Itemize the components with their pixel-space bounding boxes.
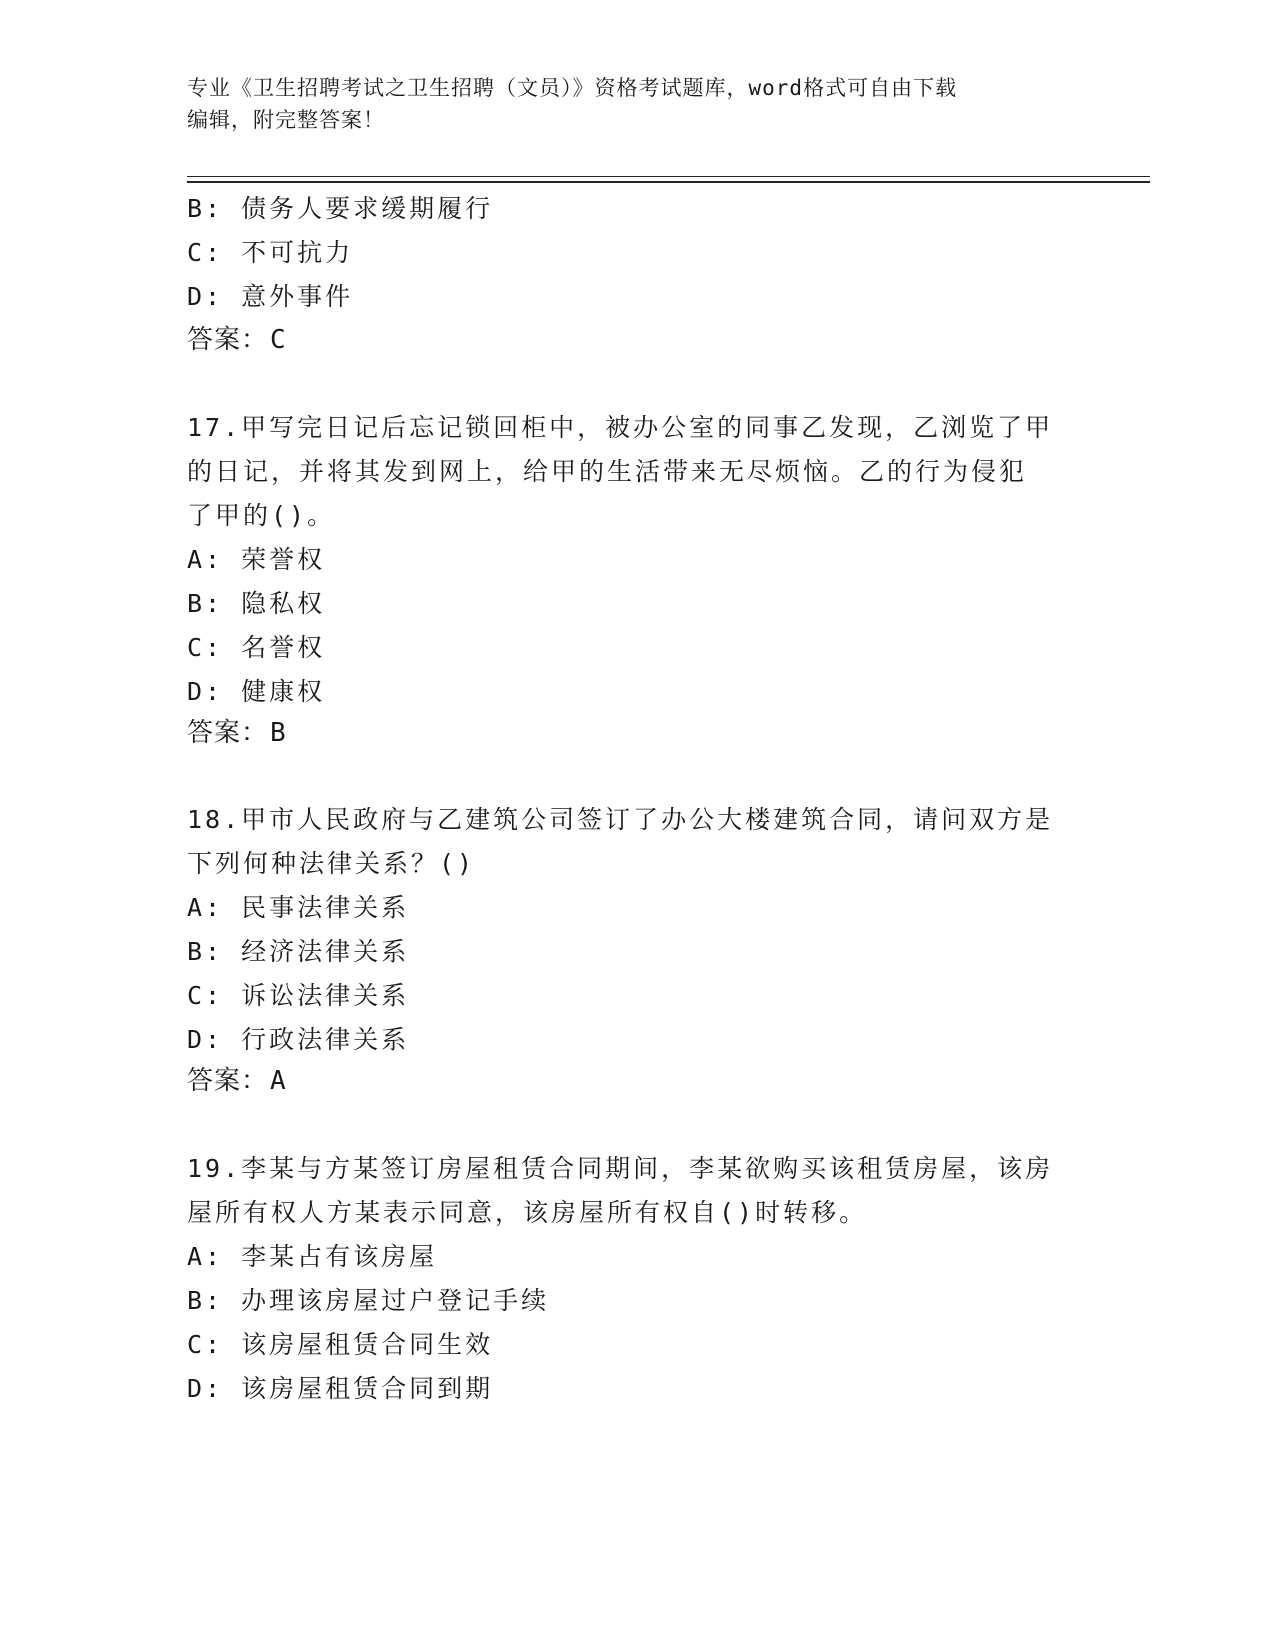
answer-label: 答案： (187, 718, 269, 748)
header-divider-thick (187, 181, 1150, 183)
q17-stem-line-1: 17.甲写完日记后忘记锁回柜中，被办公室的同事乙发现，乙浏览了甲 (187, 413, 1054, 442)
q19-stem-line-2: 屋所有权人方某表示同意，该房屋所有权自()时转移。 (187, 1198, 868, 1227)
q17-stem-line-2: 的日记，并将其发到网上，给甲的生活带来无尽烦恼。乙的行为侵犯 (187, 457, 1028, 486)
answer-label: 答案： (187, 325, 269, 355)
q18-option-a: A: 民事法律关系 (187, 893, 410, 922)
q17-option-c: C: 名誉权 (187, 633, 326, 662)
q17-option-a: A: 荣誉权 (187, 545, 326, 574)
answer-value: A (270, 1066, 287, 1096)
document-header (187, 72, 1067, 136)
q18-stem-line-1: 18.甲市人民政府与乙建筑公司签订了办公大楼建筑合同，请问双方是 (187, 805, 1054, 834)
q19-option-c: C: 该房屋租赁合同生效 (187, 1330, 494, 1359)
answer-value: B (270, 718, 287, 748)
q19-option-a: A: 李某占有该房屋 (187, 1242, 438, 1271)
q18-option-c: C: 诉讼法律关系 (187, 981, 410, 1010)
q17-answer (187, 711, 287, 756)
q18-answer (187, 1059, 287, 1104)
q17-option-d: D: 健康权 (187, 677, 326, 706)
header-line-1: 专业《卫生招聘考试之卫生招聘（文员）》资格考试题库，word格式可自由下载 (187, 76, 958, 100)
q18-option-b: B: 经济法律关系 (187, 937, 410, 966)
q16-option-d: D: 意外事件 (187, 282, 354, 311)
q17-option-b: B: 隐私权 (187, 589, 326, 618)
q16-answer (187, 318, 287, 363)
q19-stem-line-1: 19.李某与方某签订房屋租赁合同期间，李某欲购买该租赁房屋，该房 (187, 1154, 1054, 1183)
answer-label: 答案： (187, 1066, 269, 1096)
header-divider-thin (187, 176, 1150, 177)
q16-option-c: C: 不可抗力 (187, 238, 354, 267)
answer-value: C (270, 325, 287, 355)
q16-option-b: B: 债务人要求缓期履行 (187, 194, 494, 223)
q18-option-d: D: 行政法律关系 (187, 1025, 410, 1054)
q18-stem-line-2: 下列何种法律关系？() (187, 849, 476, 878)
q17-stem-line-3: 了甲的()。 (187, 501, 336, 530)
header-line-2: 编辑，附完整答案！ (187, 108, 385, 132)
q19-option-b: B: 办理该房屋过户登记手续 (187, 1286, 550, 1315)
q19-option-d: D: 该房屋租赁合同到期 (187, 1374, 494, 1403)
